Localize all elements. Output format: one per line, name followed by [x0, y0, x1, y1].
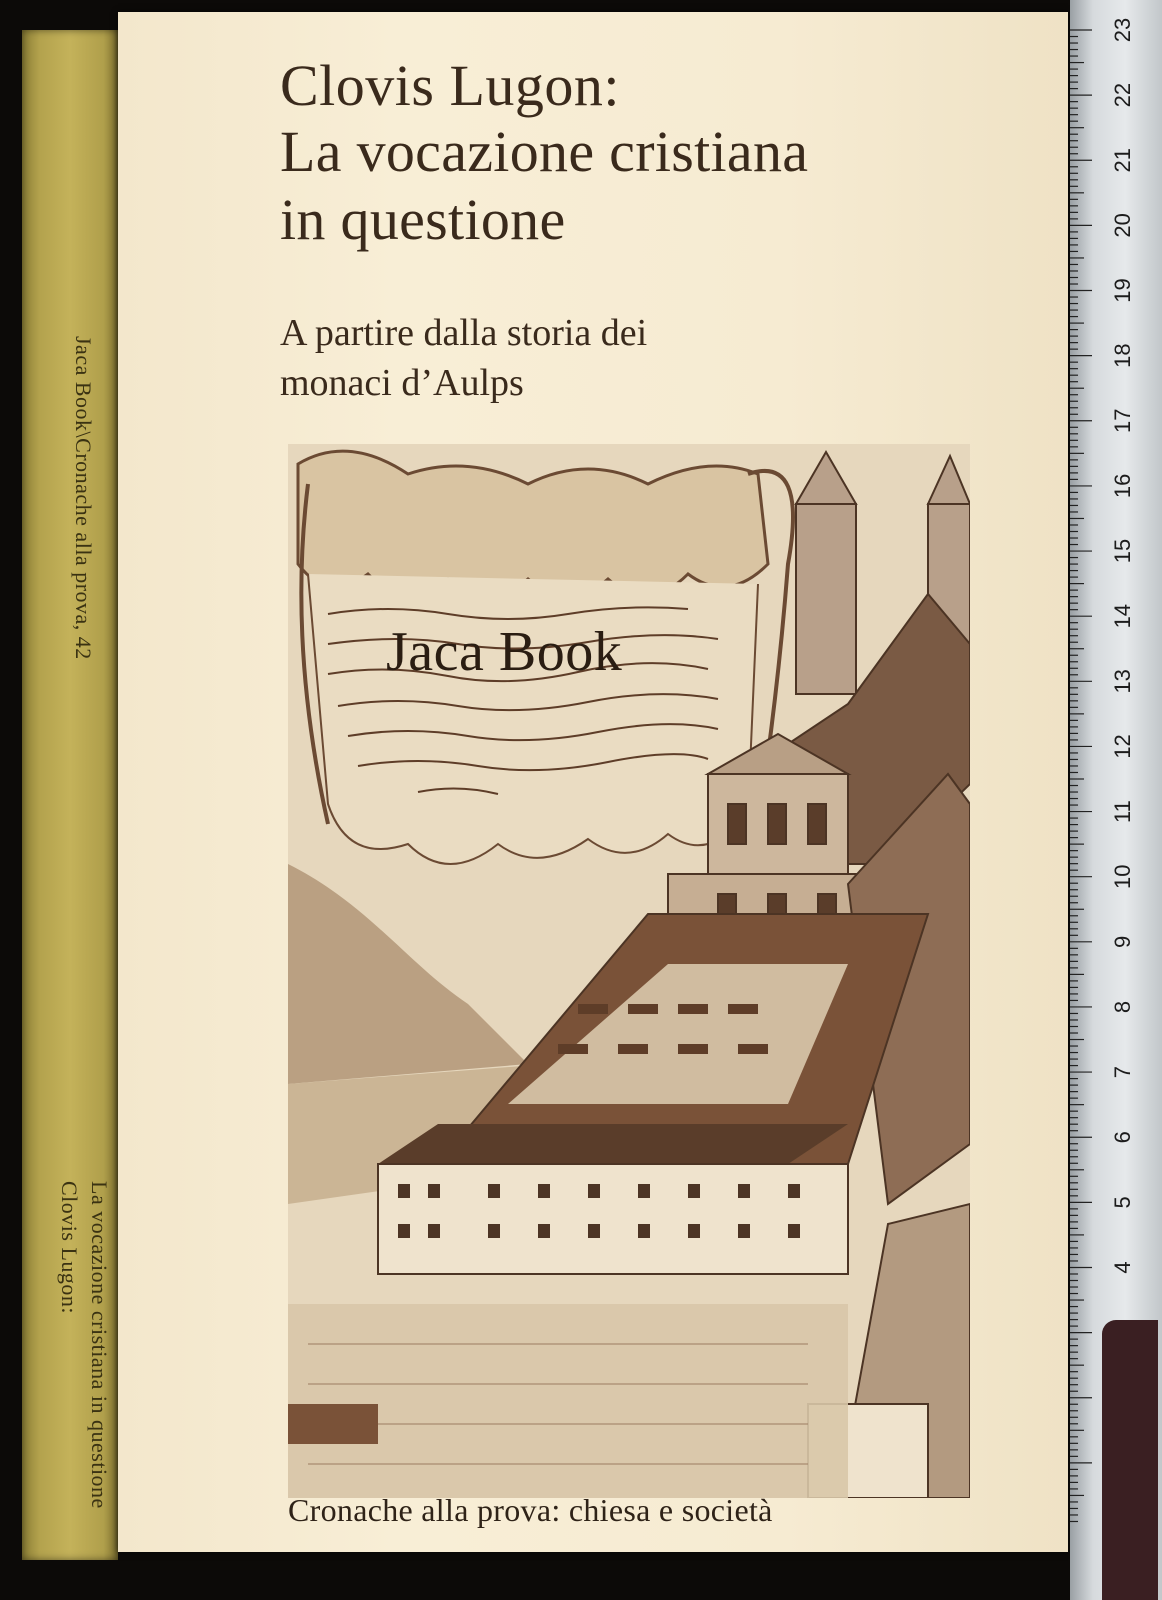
ruler-label: 19 [1110, 278, 1135, 303]
ruler-label: 23 [1110, 17, 1135, 43]
ruler-label: 16 [1110, 473, 1135, 499]
monastery-engraving-art [288, 444, 970, 1498]
ruler-clip [1102, 1320, 1158, 1600]
publisher-name: Jaca Book [386, 621, 623, 683]
ruler-label: 13 [1110, 669, 1135, 694]
series-name: Cronache alla prova: chiesa e società [288, 1492, 773, 1528]
ruler-label: 21 [1110, 148, 1135, 173]
ruler-label: 20 [1110, 213, 1135, 238]
ruler-label: 4 [1110, 1261, 1135, 1274]
spine-text-rotator [22, 296, 118, 1556]
ruler-label: 22 [1110, 82, 1135, 108]
title-line-2: in questione [280, 187, 566, 252]
spine-series: Jaca Book\Cronache alla prova, 42 [71, 336, 96, 660]
subtitle-line-1: A partire dalla storia dei [280, 312, 648, 354]
ruler-label: 17 [1110, 408, 1135, 434]
ruler-label: 8 [1110, 1000, 1135, 1014]
subtitle-block [280, 308, 647, 408]
title-block [280, 54, 808, 254]
book-cover [118, 12, 1068, 1552]
spine-text-group [22, 296, 118, 1556]
ruler-label: 6 [1110, 1131, 1135, 1144]
spine-author: Clovis Lugon: [57, 1181, 82, 1315]
ruler-label: 5 [1110, 1196, 1135, 1209]
title-line-1: La vocazione cristiana [280, 119, 809, 184]
ruler-label: 7 [1110, 1065, 1135, 1079]
ruler-label: 10 [1110, 864, 1135, 889]
subtitle-line-2: monaci d’Aulps [280, 362, 524, 404]
ruler-label: 18 [1110, 343, 1135, 368]
monastery-engraving [288, 444, 970, 1498]
book-spine [22, 30, 118, 1560]
ruler-label: 9 [1110, 935, 1135, 948]
ruler-label: 14 [1110, 603, 1135, 629]
ruler-label: 15 [1110, 538, 1135, 564]
ruler-label: 12 [1110, 734, 1135, 759]
author-name: Clovis Lugon: [280, 53, 621, 118]
ruler-label: 11 [1110, 800, 1135, 823]
spine-title: La vocazione cristiana in questione [87, 1181, 112, 1509]
